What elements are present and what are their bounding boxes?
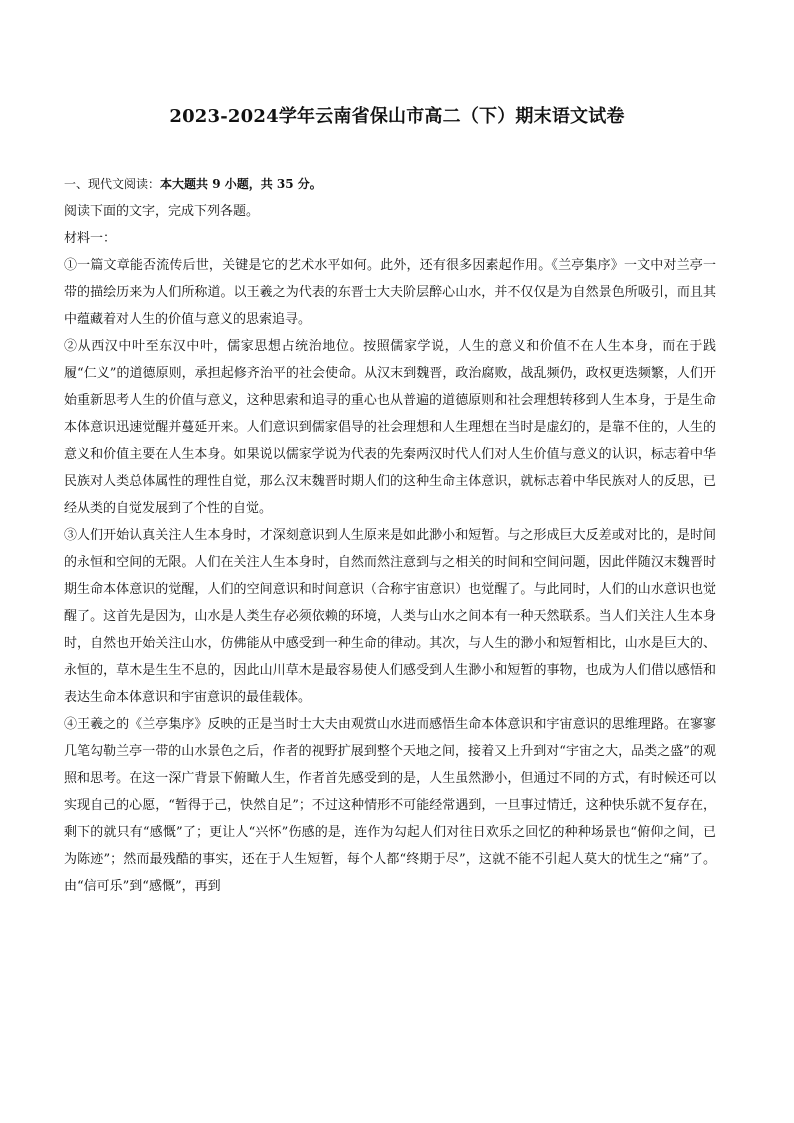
paragraph-1: ①一篇文章能否流传后世，关键是它的艺术水平如何。此外，还有很多因素起作用。《兰亭集序》一文中对兰亭一带的描绘历来为人们所称道。以王羲之为代表的东晋士大夫阶层醉心山水，并不仅仅是为自然景色所吸引，而且其中蕴藏着对人生的价值与意义的思索追寻。 [64, 258, 716, 327]
paragraph-4: ④王羲之的《兰亭集序》反映的正是当时士大夫由观赏山水进而感悟生命本体意识和宇宙意识的思维理路。在寥寥几笔勾勒兰亭一带的山水景色之后，作者的视野扩展到整个天地之间，接着又上升到对“宇宙之大，品类之盛”的观照和思考。在这一深广背景下俯瞰人生，作者首先感受到的是，人生虽然渺小，但通过不同的方式，有时候还可以实现自己的心愿，“暂得于己，快然自足”；不过这种情形不可能经常遇到，一旦事过情迁，这种快乐就不复存在，剩下的就只有“感慨”了；更让人“兴怀”伤感的是，连作为勾起人们对往日欢乐之回忆的种种场景也“俯仰之间，已为陈迹”；然而最残酷的事实，还在于人生短暂，每个人都“终期于尽”，这就不能不引起人莫大的忧生之“痛”了。由“信可乐”到“感慨”，再到 [64, 717, 716, 894]
document-content [64, 171, 716, 900]
instruction-text: 阅读下面的文字，完成下列各题。 [64, 204, 260, 219]
section-heading [64, 171, 716, 198]
section-heading-detail: 本大题共 9 小题，共 35 分。 [160, 177, 322, 191]
material-label: 材料一： [64, 231, 117, 246]
paragraph-3: ③人们开始认真关注人生本身时，才深刻意识到人生原来是如此渺小和短暂。与之形成巨大反差或对比的，是时间的永恒和空间的无限。人们在关注人生本身时，自然而然注意到与之相关的时间和空间问题，因此伴随汉末魏晋时期生命本体意识的觉醒，人们的空间意识和时间意识（合称宇宙意识）也觉醒了。与此同时，人们的山水意识也觉醒了。这首先是因为，山水是人类生存必须依赖的环境，人类与山水之间本有一种天然联系。当人们关注人生本身时，自然也开始关注山水，仿佛能从中感受到一种生命的律动。其次，与人生的渺小和短暂相比，山水是巨大的、永恒的，草木是生生不息的，因此山川草木是最容易使人们感受到人生渺小和短暂的事物，也成为人们借以感悟和表达生命本体意识和宇宙意识的最佳载体。 [64, 528, 716, 705]
paragraph-2: ②从西汉中叶至东汉中叶，儒家思想占统治地位。按照儒家学说，人生的意义和价值不在人生本身，而在于践履“仁义”的道德原则，承担起修齐治平的社会使命。从汉末到魏晋，政治腐败，战乱频仍，政权更迭频繁，人们开始重新思考人生的价值与意义，这种思索和追寻的重心也从普遍的道德原则和社会理想转移到人生本身，于是生命本体意识迅速觉醒并蔓延开来。人们意识到儒家倡导的社会理想和人生理想在当时是虚幻的，是靠不住的，人生的意义和价值主要在人生本身。如果说以儒家学说为代表的先秦两汉时代人们对人生价值与意义的认识，标志着中华民族对人类总体属性的理性自觉，那么汉末魏晋时期人们的这种生命主体意识，就标志着中华民族对人的反思，已经从类的自觉发展到了个性的自觉。 [64, 339, 716, 516]
section-heading-prefix: 一、现代文阅读： [64, 177, 161, 191]
page-title: 2023-2024学年云南省保山市高二（下）期末语文试卷 [169, 106, 625, 127]
